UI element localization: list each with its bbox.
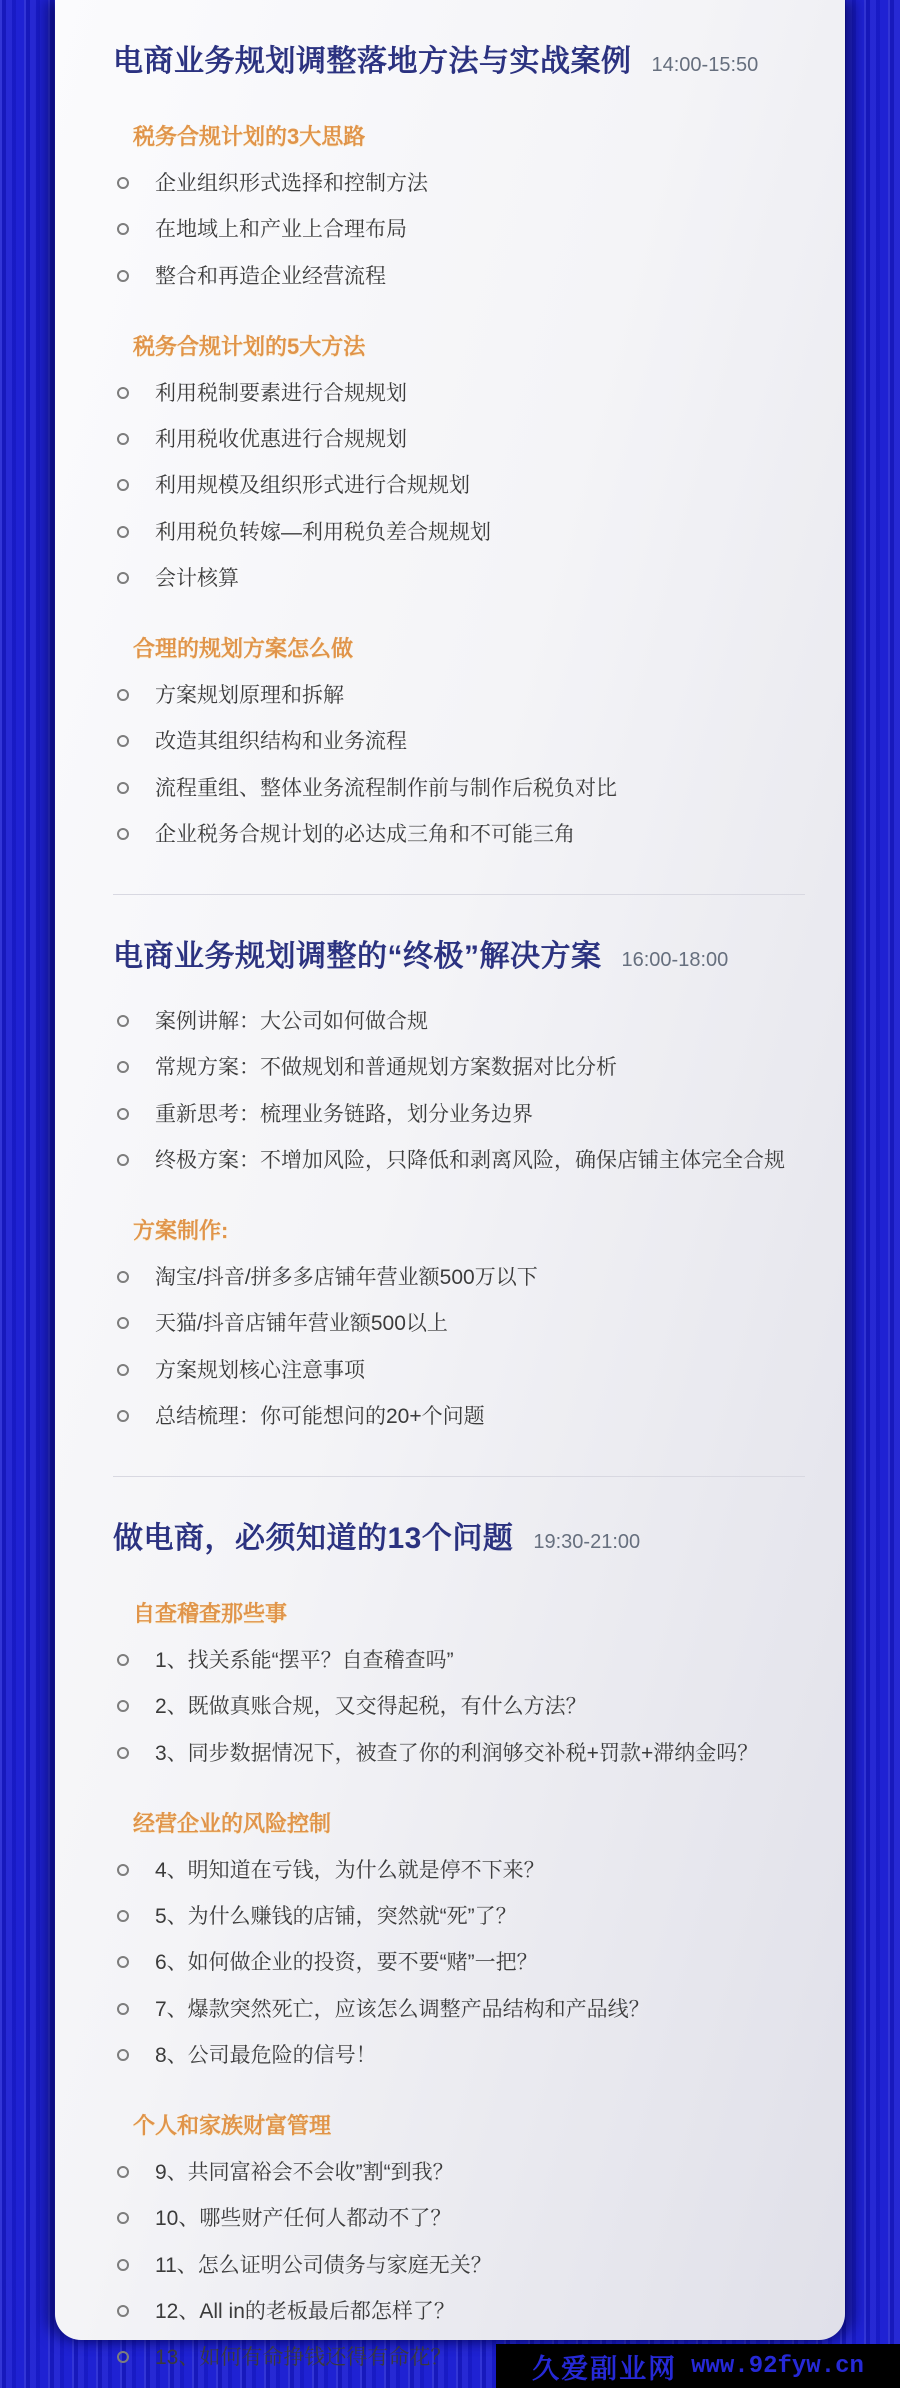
session-2-header [55,939,805,975]
agenda-item-text: 利用税收优惠进行合规规划 [155,428,407,451]
group [55,2109,845,2371]
bullet-icon [117,1271,129,1283]
item-list [55,1009,845,1174]
group [55,1009,845,1174]
group [55,1807,845,2069]
bullet-icon [117,2351,129,2363]
agenda-item-text: 利用规模及组织形式进行合规规划 [155,474,470,498]
group-subtitle: 方案制作: [133,1218,229,1243]
bullet-icon [117,2049,129,2061]
agenda-item [55,427,845,453]
agenda-item-text: 4、明知道在亏钱，为什么就是停不下来？ [155,1858,545,1882]
group-subtitle: 经营企业的风险控制 [133,1810,332,1836]
agenda-item-text: 案例讲解：大公司如何做合规 [155,1010,428,1033]
agenda-item-text: 常规方案：不做规划和普通规划方案数据对比分析 [155,1056,617,1080]
bullet-icon [117,1747,129,1759]
agenda-item [55,2043,845,2069]
section-divider [113,1476,805,1477]
agenda-item-text: 12、All in的老板最后都怎样了？ [155,2299,455,2323]
bullet-icon [117,2305,129,2317]
bullet-icon [117,1410,129,1422]
session-time: 19:30-21:00 [533,1531,641,1553]
bullet-icon [117,2003,129,2015]
bullet-icon [117,782,129,794]
item-list [55,1858,845,2069]
agenda-item-text: 10、哪些财产任何人都动不了？ [155,2207,452,2231]
agenda-item [55,1648,845,1674]
agenda-item-text: 会计核算 [155,566,239,590]
bullet-icon [117,177,129,189]
session-time: 14:00-15:50 [651,54,759,76]
bullet-icon [117,1154,129,1166]
agenda-item [55,1148,845,1174]
bullet-icon [117,1108,129,1120]
agenda-item-text: 改造其组织结构和业务流程 [155,730,407,754]
agenda-item-text: 方案规划核心注意事项 [155,1358,365,1382]
bullet-icon [117,1015,129,1027]
item-list [55,683,845,848]
group-subtitle: 自查稽查那些事 [133,1601,288,1626]
session-title: 做电商，必须知道的13个问题 [113,1522,514,1555]
bullet-icon [117,828,129,840]
agenda-item [55,264,845,290]
agenda-item [55,171,845,197]
group-subtitle: 税务合规计划的3大思路 [133,124,366,149]
agenda-item-text: 11、怎么证明公司债务与家庭无关？ [155,2253,492,2277]
session-3 [55,1521,845,2371]
bullet-icon [117,1956,129,1968]
bullet-icon [117,223,129,235]
group [55,330,845,592]
bullet-icon [117,1910,129,1922]
agenda-item [55,1265,845,1291]
group-subtitle: 个人和家族财富管理 [133,2113,332,2138]
agenda-item-text: 整合和再造企业经营流程 [155,264,386,288]
watermark-site-name: 久爱副业网 [532,2353,678,2384]
item-list [55,171,845,290]
session-time: 16:00-18:00 [621,949,729,971]
group-subtitle: 税务合规计划的5大方法 [133,333,366,359]
agenda-item [55,381,845,407]
agenda-item-text: 利用税制要素进行合规规划 [155,381,407,405]
agenda-item-text: 13、如何有命挣钱还得有命花？ [155,2346,452,2369]
bullet-icon [117,2166,129,2178]
agenda-item [55,1009,845,1035]
item-list [55,1265,845,1430]
agenda-item [55,1694,845,1720]
agenda-item [55,473,845,499]
bullet-icon [117,689,129,701]
session-1-header [55,44,805,80]
item-list [55,2160,845,2371]
session-title: 电商业务规划调整落地方法与实战案例 [113,45,632,78]
bullet-icon [117,572,129,584]
agenda-item [55,2299,845,2325]
agenda-item [55,1358,845,1384]
bullet-icon [117,1864,129,1876]
bullet-icon [117,1317,129,1329]
agenda-item-text: 7、爆款突然死亡，应该怎么调整产品结构和产品线？ [155,1997,650,2021]
agenda-item [55,520,845,546]
bullet-icon [117,433,129,445]
group [55,120,845,290]
agenda-item [55,2206,845,2232]
agenda-item-text: 重新思考：梳理业务链路，划分业务边界 [155,1102,533,1126]
watermark-url: www.92fyw.cn [691,2352,864,2380]
group [55,632,845,848]
bullet-icon [117,479,129,491]
agenda-item [55,776,845,802]
agenda-item-text: 天猫/抖音店铺年营业额500以上 [155,1312,448,1336]
agenda-item [55,1997,845,2023]
agenda-item [55,2253,845,2279]
agenda-item-text: 流程重组、整体业务流程制作前与制作后税负对比 [155,776,617,800]
agenda-item-text: 企业税务合规计划的必达成三角和不可能三角 [155,822,575,846]
agenda-item-text: 8、公司最危险的信号！ [155,2043,377,2067]
agenda-item [55,1102,845,1128]
agenda-item [55,217,845,243]
group [55,1214,845,1430]
session-title: 电商业务规划调整的“终极”解决方案 [113,940,602,973]
bullet-icon [117,270,129,282]
bullet-icon [117,526,129,538]
agenda-item-text: 总结梳理：你可能想问的20+个问题 [155,1404,485,1428]
watermark-banner [496,2344,900,2388]
agenda-item-text: 企业组织形式选择和控制方法 [155,172,428,195]
agenda-item-text: 5、为什么赚钱的店铺，突然就“死”了？ [155,1905,517,1928]
bullet-icon [117,1364,129,1376]
session-1 [55,44,845,848]
agenda-item-text: 3、同步数据情况下，被查了你的利润够交补税+罚款+滞纳金吗？ [155,1741,759,1765]
agenda-item [55,566,845,592]
group-subtitle: 合理的规划方案怎么做 [133,636,354,661]
agenda-item [55,1950,845,1976]
agenda-item-text: 2、既做真账合规，又交得起税，有什么方法？ [155,1695,587,1719]
bullet-icon [117,1700,129,1712]
agenda-item [55,1311,845,1337]
section-divider [113,894,805,895]
bullet-icon [117,1654,129,1666]
session-2 [55,939,845,1430]
agenda-item [55,2160,845,2186]
agenda-item-text: 方案规划原理和拆解 [155,684,344,707]
session-3-header [55,1521,805,1557]
agenda-item [55,729,845,755]
agenda-item [55,1741,845,1767]
agenda-item [55,683,845,709]
agenda-item-text: 终极方案：不增加风险，只降低和剥离风险，确保店铺主体完全合规 [155,1148,785,1172]
agenda-item-text: 在地域上和产业上合理布局 [155,218,407,242]
agenda-item [55,1404,845,1430]
agenda-item-text: 6、如何做企业的投资，要不要“赌”一把？ [155,1951,538,1975]
agenda-item-text: 9、共同富裕会不会收”割“到我？ [155,2161,454,2184]
agenda-item [55,1055,845,1081]
agenda-item [55,1858,845,1884]
bullet-icon [117,2259,129,2271]
bullet-icon [117,2212,129,2224]
bullet-icon [117,1061,129,1073]
agenda-item [55,1904,845,1930]
bullet-icon [117,387,129,399]
agenda-item-text: 1、找关系能“摆平？自查稽查吗” [155,1649,454,1672]
item-list [55,381,845,592]
item-list [55,1648,845,1767]
group [55,1597,845,1767]
agenda-item-text: 淘宝/抖音/拼多多店铺年营业额500万以下 [155,1266,538,1289]
bullet-icon [117,735,129,747]
agenda-item [55,822,845,848]
agenda-item-text: 利用税负转嫁—利用税负差合规规划 [155,520,491,544]
